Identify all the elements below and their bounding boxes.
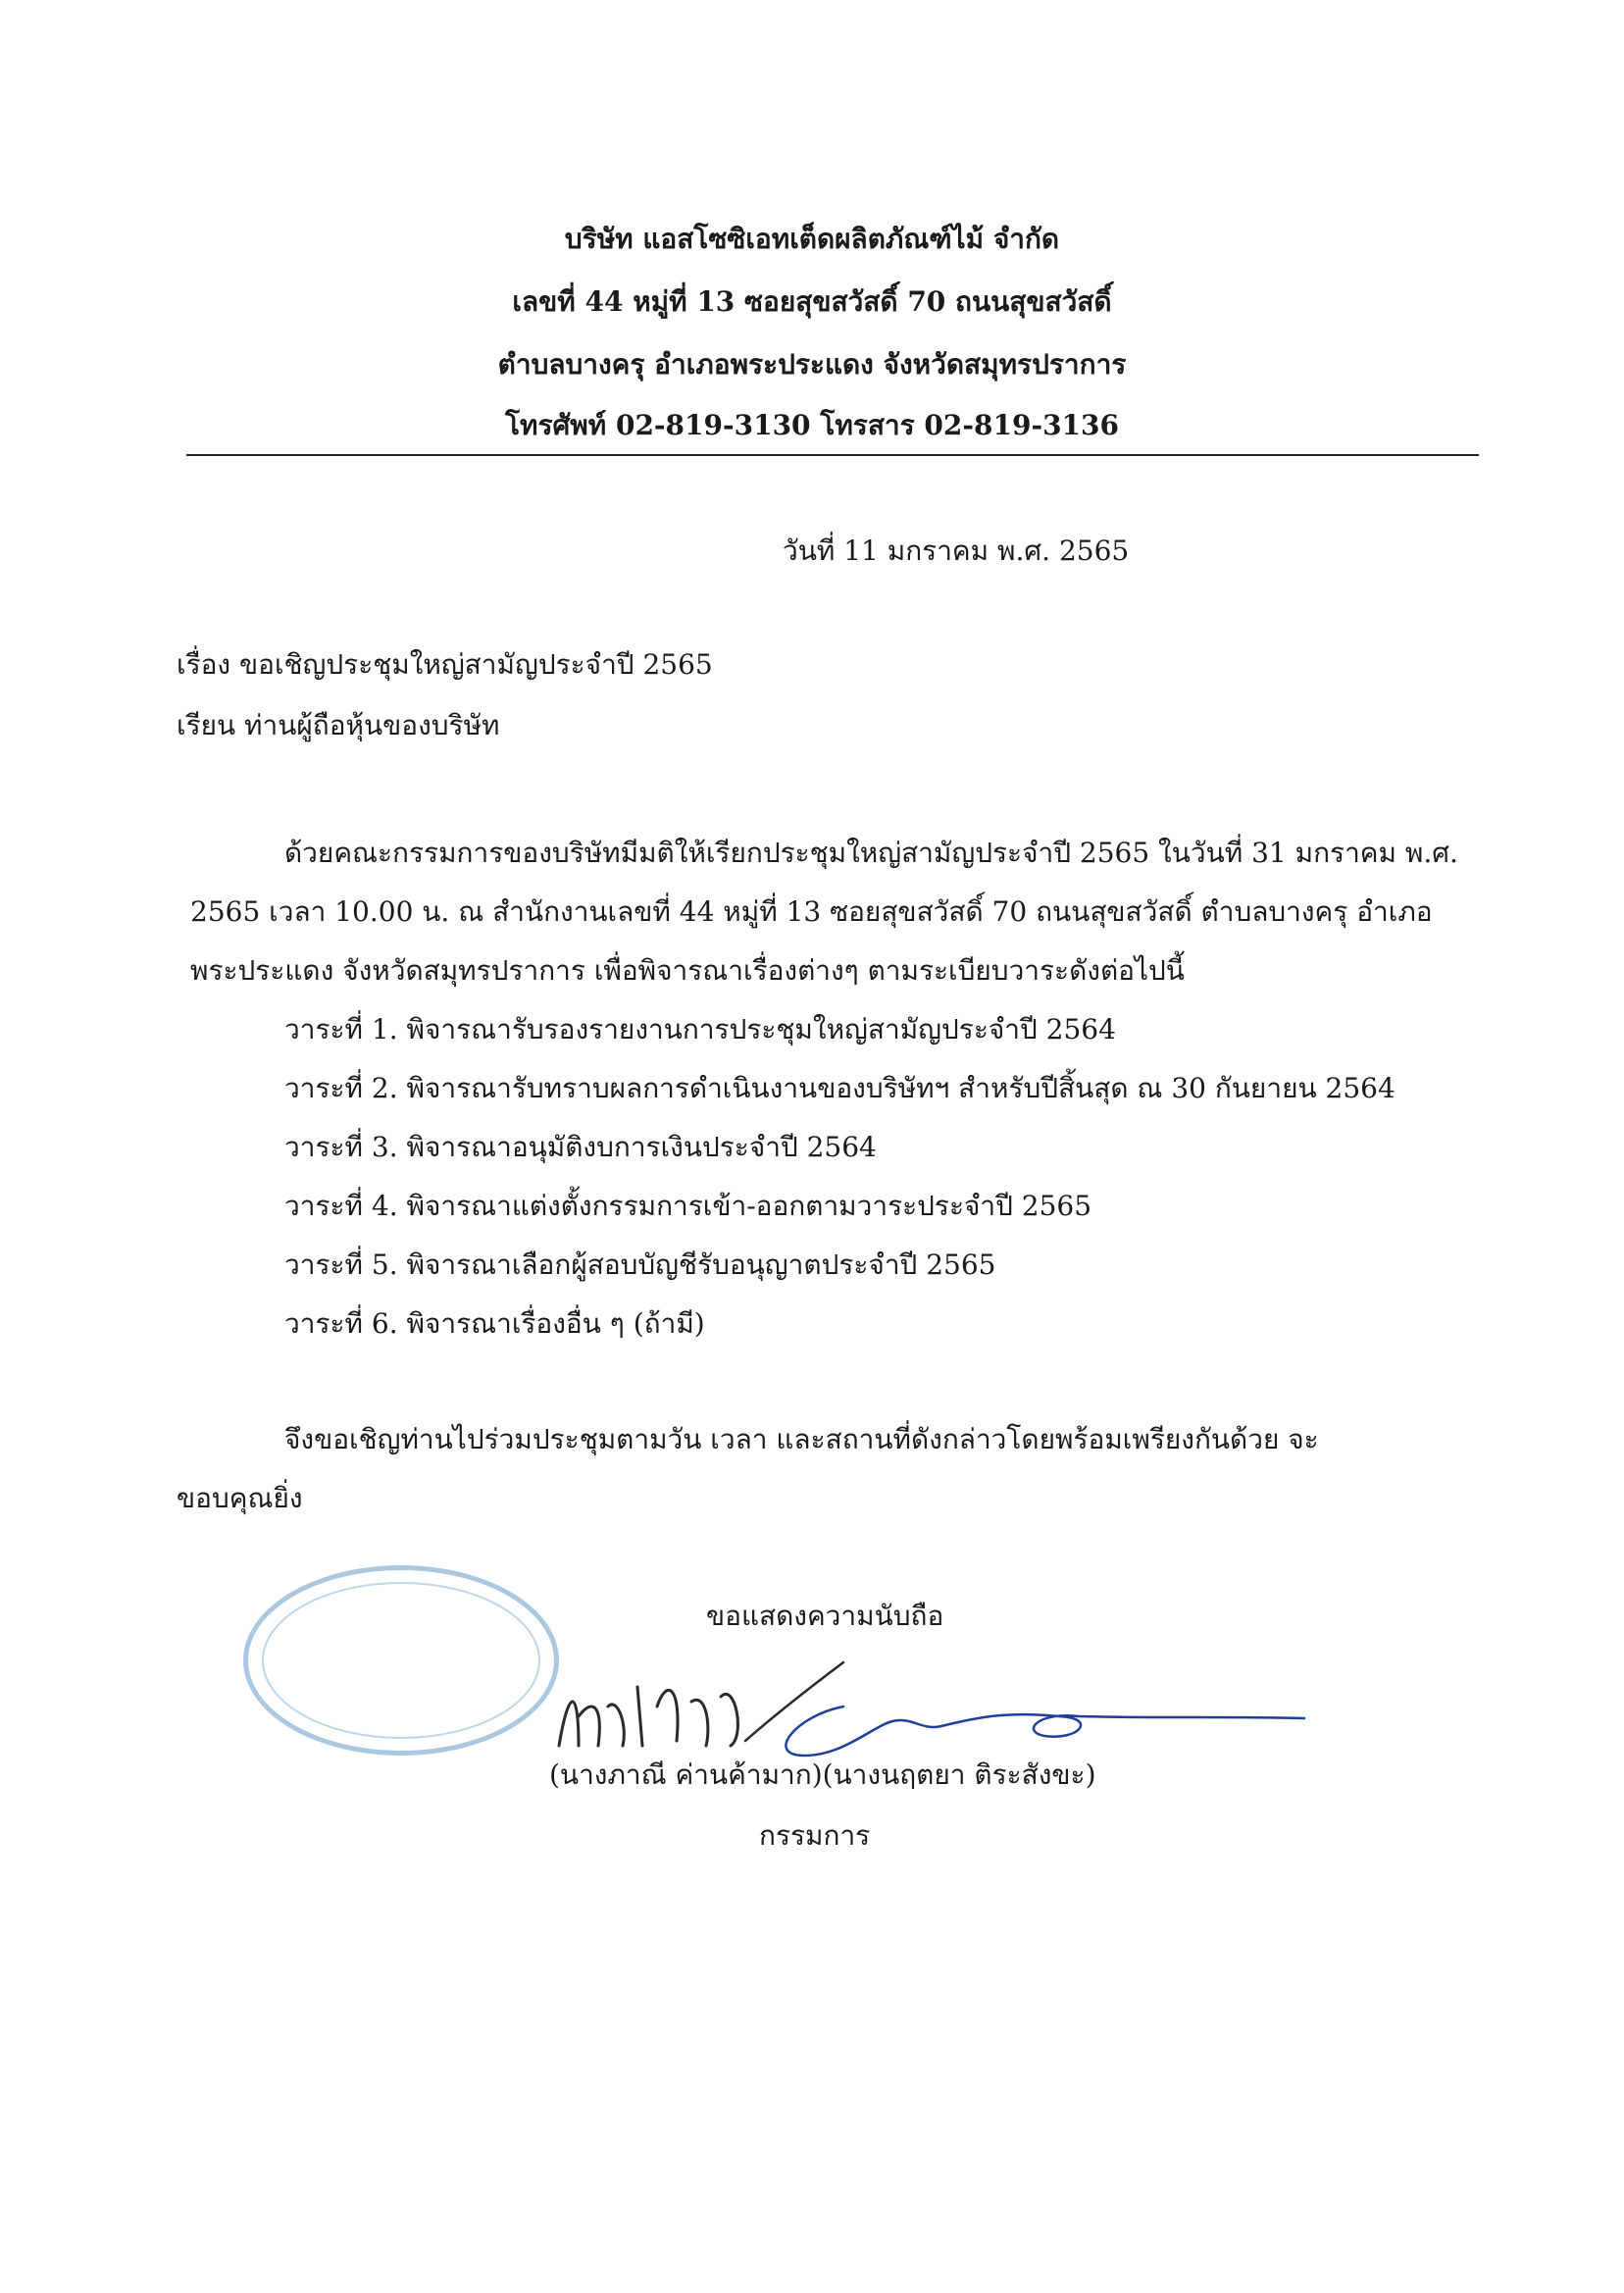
agenda-item-2: วาระที่ 2. พิจารณารับทราบผลการดำเนินงานของบริษัทฯ สำหรับปีสิ้นสุด ณ 30 กันยายน 2564: [284, 1072, 1396, 1104]
agenda-item-1: วาระที่ 1. พิจารณารับรองรายงานการประชุมใหญ่สามัญประจำปี 2564: [284, 1013, 1116, 1045]
agenda-item-3: วาระที่ 3. พิจารณาอนุมัติงบการเงินประจำปี 2564: [284, 1131, 877, 1163]
letter-recipient: เรียน ท่านผู้ถือหุ้นของบริษัท: [177, 709, 500, 741]
closing-salutation: ขอแสดงความนับถือ: [706, 1600, 944, 1632]
signature-1-stroke: [559, 1687, 642, 1746]
signatory-names: (นางภาณี ค่านค้ามาก)(นางนฤตยา ติระสังขะ): [549, 1758, 1096, 1791]
body-line-3: พระประแดง จังหวัดสมุทรปราการ เพื่อพิจารณาเรื่องต่างๆ ตามระเบียบวาระดังต่อไปนี้: [190, 954, 1185, 987]
letter-date: วันที่ 11 มกราคม พ.ศ. 2565: [783, 535, 1130, 567]
signature-2-stroke: [786, 1707, 1304, 1756]
company-contact: โทรศัพท์ 02-819-3130 โทรสาร 02-819-3136: [504, 409, 1120, 441]
letter-subject: เรื่อง ขอเชิญประชุมใหญ่สามัญประจำปี 2565: [177, 648, 713, 681]
company-name: บริษัท แอสโซซิเอทเต็ดผลิตภัณฑ์ไม้ จำกัด: [564, 223, 1060, 255]
closing-line-2: ขอบคุณยิ่ง: [177, 1482, 303, 1514]
body-line-2: 2565 เวลา 10.00 น. ณ สำนักงานเลขที่ 44 หมู่ที่ 13 ซอยสุขสวัสดิ์ 70 ถนนสุขสวัสดิ์ ตำบลบางครุ อำเภอ: [190, 895, 1433, 928]
signature-1-stroke-2: [657, 1690, 737, 1746]
body-line-1: ด้วยคณะกรรมการของบริษัทมีมติให้เรียกประชุมใหญ่สามัญประจำปี 2565 ในวันที่ 31 มกราคม พ.ศ.: [284, 837, 1458, 869]
agenda-item-6: วาระที่ 6. พิจารณาเรื่องอื่น ๆ (ถ้ามี): [284, 1307, 705, 1340]
company-address-line-2: ตำบลบางครุ อำเภอพระประแดง จังหวัดสมุทรปราการ: [497, 348, 1127, 381]
signatory-title: กรรมการ: [759, 1819, 871, 1852]
agenda-item-4: วาระที่ 4. พิจารณาแต่งตั้งกรรมการเข้า-ออกตามวาระประจำปี 2565: [284, 1190, 1092, 1222]
closing-line-1: จึงขอเชิญท่านไปร่วมประชุมตามวัน เวลา และสถานที่ดังกล่าวโดยพร้อมเพรียงกันด้วย จะ: [284, 1423, 1319, 1455]
letterhead-divider: [186, 454, 1479, 456]
company-stamp: [243, 1565, 559, 1756]
company-address-line-1: เลขที่ 44 หมู่ที่ 13 ซอยสุขสวัสดิ์ 70 ถนนสุขสวัสดิ์: [512, 285, 1112, 318]
agenda-item-5: วาระที่ 5. พิจารณาเลือกผู้สอบบัญชีรับอนุญาตประจำปี 2565: [284, 1248, 996, 1281]
